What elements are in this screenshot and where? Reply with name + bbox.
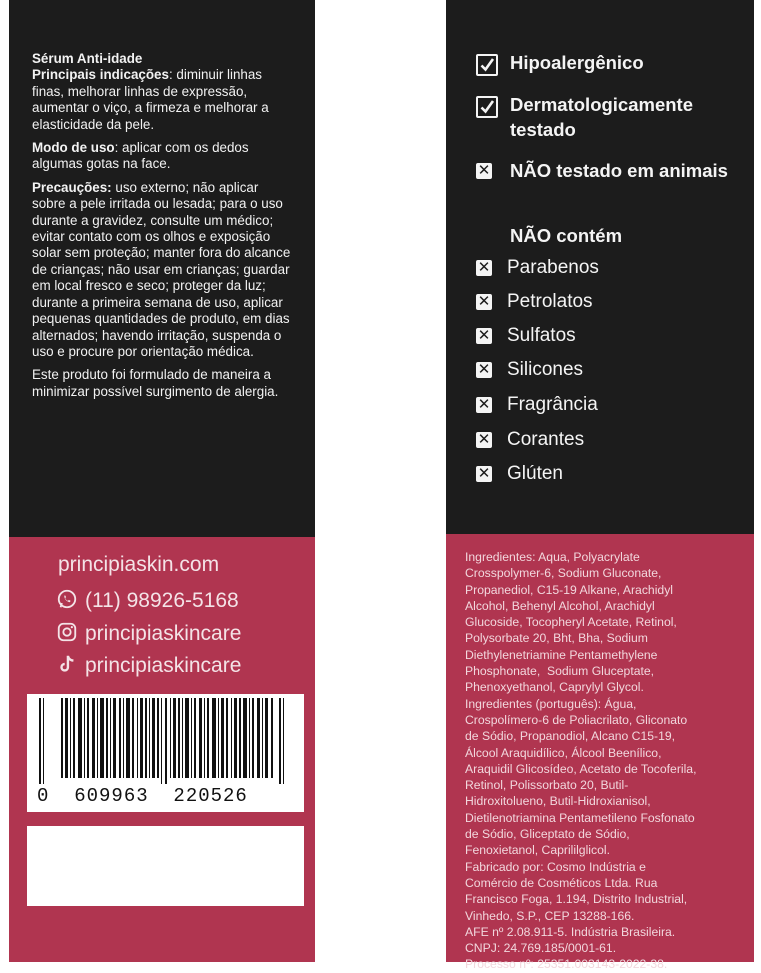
ingredients-line: Ingredientes (português): Água, xyxy=(465,696,637,711)
ingredients-line: Phosphonate, Sodium Gluceptate, xyxy=(465,664,655,679)
ingredients-line: Fabricado por: Cosmo Indústria e xyxy=(465,859,646,874)
tiktok-text: principiaskincare xyxy=(85,654,242,677)
ingredients-line: de Sódio, Gliceptato de Sódio, xyxy=(465,827,630,842)
usage-label: Modo de uso xyxy=(32,140,115,156)
ingredients-line: Propanediol, C15-19 Alkane, Arachidyl xyxy=(465,582,673,597)
indications-label: Principais indicações xyxy=(32,67,169,83)
ingredients-line: Araquidil Glicosídeo, Acetato de Tocoferila, xyxy=(465,761,697,776)
x-box-icon: ✕ xyxy=(477,431,491,448)
allergy-note: Este produto foi formulado de maneira a minimizar possível surgimento de alergia. xyxy=(32,367,279,399)
ingredients-line: Dietilenotriamina Pentametileno Fosfonato xyxy=(465,810,695,825)
ingredients-line: Retinol, Polissorbato 20, Butil- xyxy=(465,778,629,793)
right-label-panel: Hipoalergênico Dermatologicamente testado ✕ NÃO testado em animais NÃO contém ✕ Parabenos ✕ Petrolatos ✕ Sulfatos ✕ Silicones ✕ Fragrância ✕ Corantes ✕ Glúten Ingredientes: Aqua, Polyacrylate Crosspolymer-6, Sodium Gluconate, Propanediol, C15-19 Alkane, Arachidyl Alcohol, Behenyl Alcohol, Arachidyl Glucoside, Tocopheryl Acetate, Retinol, Polysorbate 20, Bht, Bha, Sodium Diethylenetriamine Pentamethylene Phosphonate, Sodium Gluceptate, Phenoxyethanol, Caprylyl Glycol. Ingredientes (português): Água, Crospolímero-6 de Poliacrilato, Gliconato de Sódio, Propanodiol, Alcano C15-19, Álcool Araquidílico, Álcool Beenílico, Araquidil Glicosídeo, Acetato de Tocoferila, Retinol, Polissorbato 20, Butil- Hidroxitolueno, Butil-Hidroxianisol, Dietilenotriamina Pentametileno Fosfonato de Sódio, Gliceptato de Sódio, Fenoxietanol, Caprililglicol. Fabricado por: Cosmo Indústria e Comércio de Cosméticos Ltda. Rua Francisco Foga, 1.194, Distrito Industrial, Vinhedo, S.P., CEP 13288-166. AFE nº 2.08.911-5. Indústria Brasileira. CNPJ: 24.769.185/0001-61. Processo nº: 25351.003143-2022-38. xyxy=(446,0,754,962)
tiktok-icon xyxy=(56,653,78,675)
ingredients-line: Álcool Araquidílico, Álcool Beenílico, xyxy=(465,745,662,760)
check-icon xyxy=(476,54,498,76)
ingredients-line: CNPJ: 24.769.185/0001-61. xyxy=(465,941,617,956)
ingredients-line: Crospolímero-6 de Poliacrilato, Gliconato xyxy=(465,712,688,727)
ingredients-line: Comércio de Cosméticos Ltda. Rua xyxy=(465,875,658,890)
product-info-text xyxy=(32,51,294,407)
ingredients-line: Hidroxitolueno, Butil-Hidroxianisol, xyxy=(465,794,651,809)
x-box-icon: ✕ xyxy=(477,361,491,378)
product-name: Sérum Anti-idade xyxy=(32,51,143,66)
right-black-section xyxy=(446,0,754,534)
ingredients-line: Alcohol, Behenyl Alcohol, Arachidyl xyxy=(465,598,655,613)
ingredients-line: Crosspolymer-6, Sodium Gluconate, xyxy=(465,566,662,581)
ingredients-line: AFE nº 2.08.911-5. Indústria Brasileira. xyxy=(465,924,676,939)
check-icon xyxy=(476,96,498,118)
indications-text: : diminuir linhas finas, melhorar linhas de expressão, aumentar o viço, a firmeza e melhorar a elasticidade da pele. xyxy=(32,67,269,132)
phone-text: (11) 98926-5168 xyxy=(85,589,239,612)
instagram-text: principiaskincare xyxy=(85,622,242,645)
ingredients-line: Diethylenetriamine Pentamethylene xyxy=(465,647,658,662)
ingredients-line: de Sódio, Propanodiol, Alcano C15-19, xyxy=(465,729,676,744)
whatsapp-icon xyxy=(56,588,78,610)
barcode xyxy=(27,694,304,812)
blank-label-area xyxy=(27,826,304,906)
ingredients-line: Glucoside, Tocopheryl Acetate, Retinol, xyxy=(465,615,677,630)
x-box-icon: ✕ xyxy=(477,465,491,482)
x-box-icon: ✕ xyxy=(477,162,491,179)
not-contains-title: NÃO contém xyxy=(510,225,623,246)
ingredients-line: Polysorbate 20, Bht, Bha, Sodium xyxy=(465,631,648,646)
ingredients-text xyxy=(465,549,750,973)
ingredients-line: Processo nº: 25351.003143-2022-38. xyxy=(465,957,668,972)
tiktok-line xyxy=(56,653,241,678)
precautions-text: uso externo; não aplicar sobre a pele irritada ou lesada; para o uso durante a gravidez, consulte um médico; evitar contato com os olhos e exposição solar sem proteção; manter fora do alcance de crianças; não usar em crianças; guardar em local fresco e seco; proteger da luz; durante a primeira semana de uso, aplicar pequenas quantidades de produto, em dias alternados; havendo irritação, suspenda o uso e procure por orientação médica. xyxy=(32,179,291,359)
x-box-icon: ✕ xyxy=(477,293,491,310)
precautions-label: Precauções: xyxy=(32,179,112,195)
ingredients-line: Vinhedo, S.P., CEP 13288-166. xyxy=(465,908,635,923)
usage-text: : aplicar com os dedos algumas gotas na face. xyxy=(32,140,249,172)
instagram-icon xyxy=(56,621,78,643)
ingredients-line: Francisco Foga, 1.194, Distrito Industrial, xyxy=(465,892,688,907)
instagram-line xyxy=(56,621,241,646)
barcode-number: 0 609963 220526 xyxy=(37,785,248,807)
x-box-icon: ✕ xyxy=(477,259,491,276)
ingredients-line: Ingredientes: Aqua, Polyacrylate xyxy=(465,550,640,564)
ingredients-line: Phenoxyethanol, Caprylyl Glycol. xyxy=(465,680,644,695)
barcode-bars xyxy=(27,694,304,786)
x-box-icon: ✕ xyxy=(477,327,491,344)
x-box-icon: ✕ xyxy=(477,396,491,413)
left-label-panel xyxy=(9,0,315,962)
website-text: principiaskin.com xyxy=(58,553,220,576)
ingredients-line: Fenoxietanol, Caprililglicol. xyxy=(465,843,610,858)
phone-line xyxy=(56,588,239,613)
